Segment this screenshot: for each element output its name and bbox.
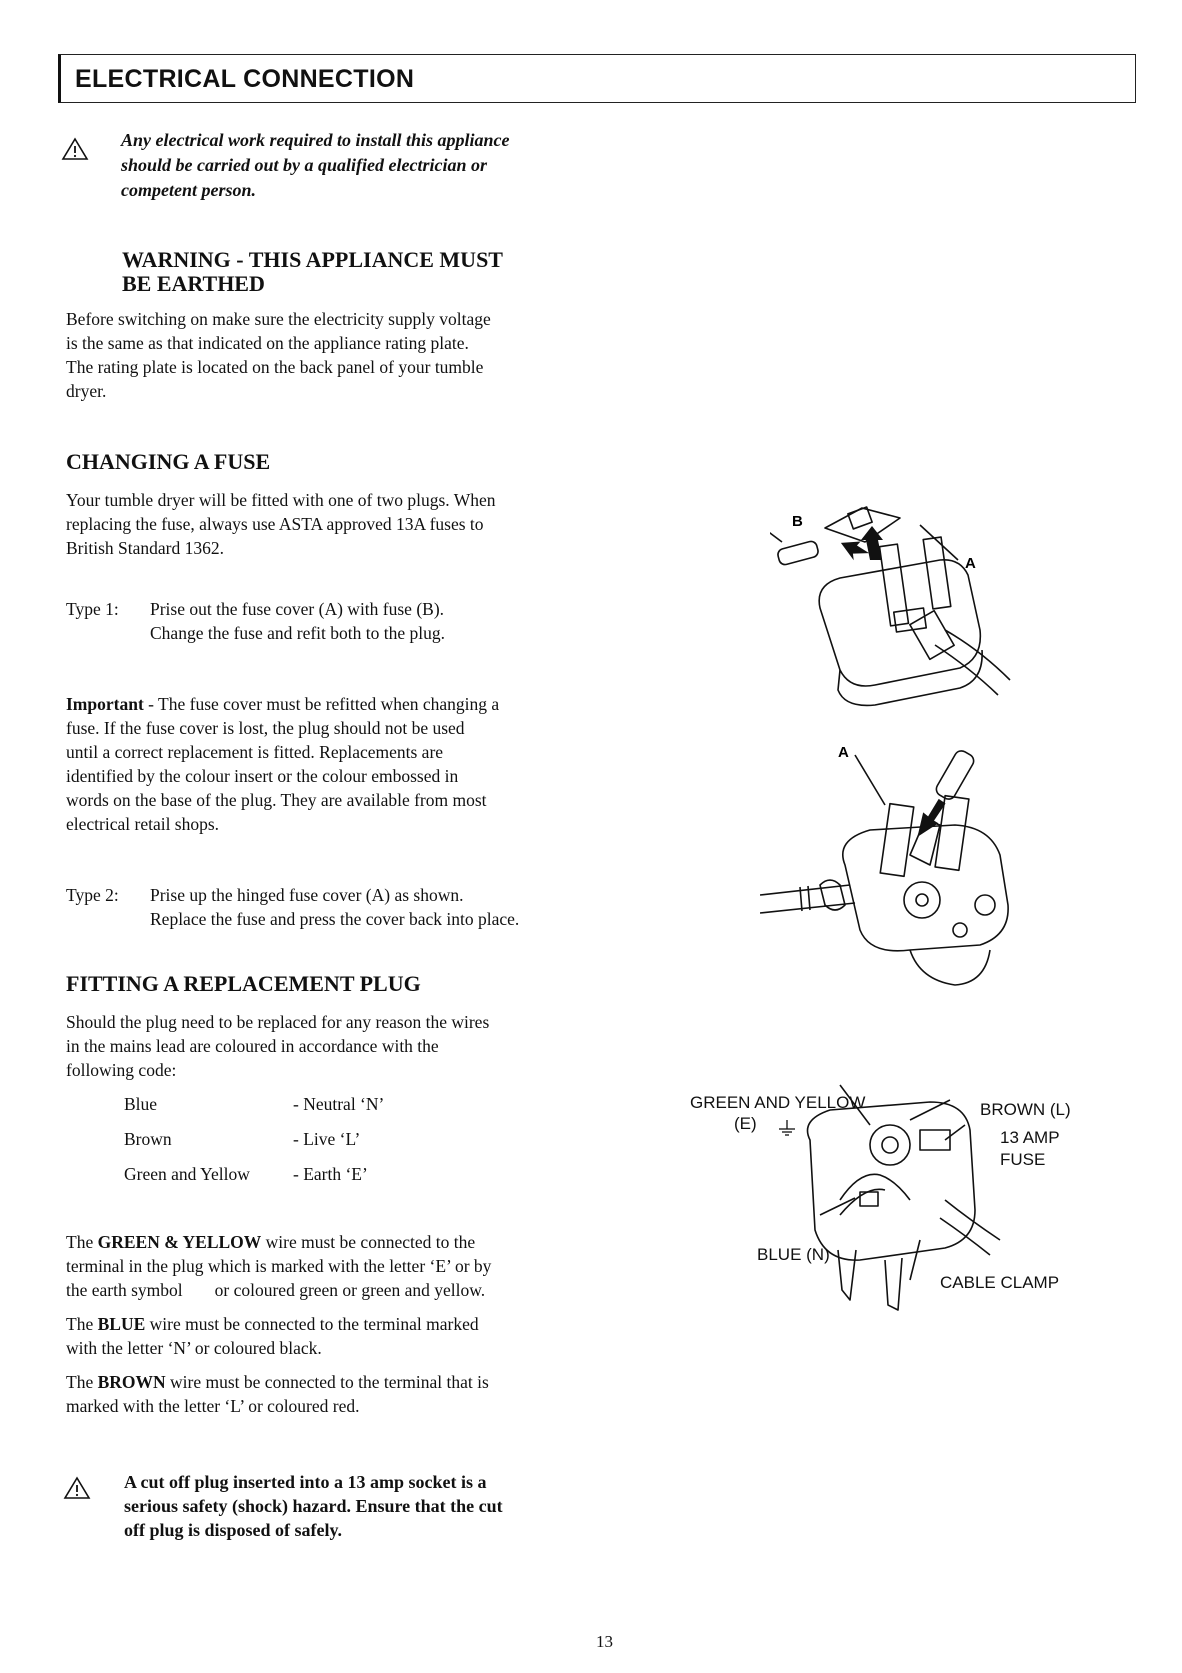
brown-paragraph: The BROWN wire must be connected to the terminal that is marked with the letter ‘L’ or coloured red.	[66, 1372, 489, 1416]
green-yellow-paragraph: The GREEN & YELLOW wire must be connected to the terminal in the plug which is marked with the letter ‘E’ or by the earth symbol or coloured green or green and yellow.	[66, 1232, 492, 1300]
fuse-intro-paragraph: Your tumble dryer will be fitted with one of two plugs. When replacing the fuse, always use ASTA approved 13A fuses to British Standard 1362.	[66, 490, 496, 558]
label-brown-live: BROWN (L)	[980, 1100, 1071, 1119]
changing-fuse-heading: CHANGING A FUSE	[66, 449, 271, 474]
replacement-plug-heading: FITTING A REPLACEMENT PLUG	[66, 971, 421, 996]
type2-plug-diagram	[760, 745, 1020, 990]
label-green-yellow: GREEN AND YELLOW	[690, 1093, 866, 1112]
label-blue-neutral: BLUE (N)	[757, 1245, 830, 1264]
voltage-paragraph: Before switching on make sure the electricity supply voltage is the same as that indicated on the appliance rating plate. The rating plate is located on the back panel of your tumble dryer.	[66, 309, 491, 401]
type2-instructions: Prise up the hinged fuse cover (A) as shown. Replace the fuse and press the cover back into place.	[150, 885, 520, 929]
diagram1-label-a: A	[965, 555, 976, 572]
blue-paragraph: The BLUE wire must be connected to the terminal marked with the letter ‘N’ or coloured black.	[66, 1314, 479, 1358]
wire-meaning-earth: - Earth ‘E’	[293, 1164, 368, 1184]
earthed-warning-heading: WARNING - THIS APPLIANCE MUST BE EARTHED	[122, 247, 503, 296]
diagram1-label-b: B	[792, 513, 803, 530]
wire-colour-brown: Brown	[124, 1129, 172, 1149]
warning-triangle-icon	[63, 1476, 91, 1500]
wire-colour-green-yellow: Green and Yellow	[124, 1164, 250, 1184]
type1-instructions: Prise out the fuse cover (A) with fuse (B). Change the fuse and refit both to the plug.	[150, 599, 445, 643]
page-number: 13	[596, 1632, 613, 1651]
wire-meaning-neutral: - Neutral ‘N’	[293, 1094, 385, 1114]
cut-off-plug-warning: A cut off plug inserted into a 13 amp socket is a serious safety (shock) hazard. Ensure that the cut off plug is disposed of safely.	[124, 1472, 503, 1540]
replacement-intro-paragraph: Should the plug need to be replaced for any reason the wires in the mains lead are coloured in accordance with the following code:	[66, 1012, 490, 1080]
label-cable-clamp: CABLE CLAMP	[940, 1273, 1060, 1292]
warning-triangle-icon	[61, 137, 89, 161]
wire-colour-blue: Blue	[124, 1094, 158, 1114]
label-13-amp: 13 AMP	[1000, 1128, 1060, 1147]
earth-symbol-icon	[776, 1118, 798, 1140]
wire-meaning-live: - Live ‘L’	[293, 1129, 361, 1149]
label-fuse: FUSE	[1000, 1150, 1046, 1169]
important-paragraph: Important - The fuse cover must be refitted when changing a fuse. If the fuse cover is lost, the plug should not be used until a correct replacement is fitted. Replacements are identified by the colour insert or the colour embossed in words on the base of the plug. They are available from most electrical retail shops.	[66, 694, 500, 834]
diagram2-label-a: A	[838, 745, 849, 761]
type1-label: Type 1:	[66, 599, 119, 619]
type1-plug-diagram	[770, 490, 1020, 730]
page-title: ELECTRICAL CONNECTION	[75, 65, 415, 93]
section-header	[58, 54, 1136, 103]
caution-text: Any electrical work required to install this appliance should be carried out by a qualified electrician or competent person.	[121, 130, 510, 200]
type2-label: Type 2:	[66, 885, 119, 905]
label-earth: (E)	[734, 1114, 757, 1133]
